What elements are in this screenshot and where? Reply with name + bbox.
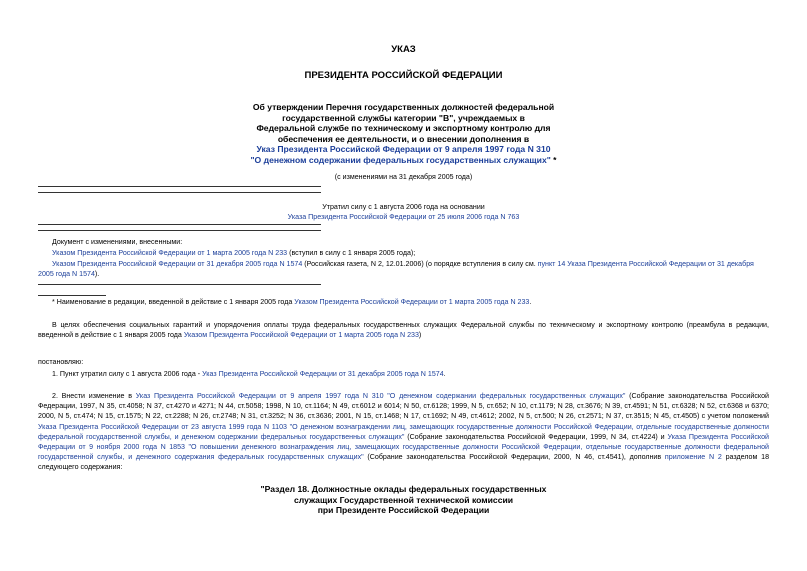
changes-item-2-text: (Российская газета, N 2, 12.01.2006) (о порядке вступления в силу см.: [302, 260, 538, 268]
divider: [38, 224, 321, 225]
point-2-text-2: (Собрание законодательства Российской Федерации, 1997, N 35, ст.4058; N 37, ст.4270 и 4271; N 44, ст.5058; 1998, N 10, ст.1164; N 49, ст.6012 и 6014; N 50, ст.6128; 1999, N 5, ст.652; N 10, ст.1179; N 28, ст.3676; N 39, ст.4591; N 51, ст.6328; N 52, ст.6368 и 6370; 2000, N 5, ст.474; N 15, ст.1575; N 22, ст.2288; N 26, ст.2748; N 31, ст.3252; N 36, ст.3636; 2001, N 15, ст.1468; N 17, ст.1692; N 49, ст.4612; 2002, N 5, ст.500; N 26, ст.2571; N 37, ст.3515; N 45, ст.4505) с учетом положений: [38, 392, 769, 421]
heading-link-title[interactable]: "О денежном содержании федеральных государственных служащих": [250, 154, 551, 165]
point-2-text-3: (Собрание законодательства Российской Федерации, 1999, N 34, ст.4224) и: [404, 432, 668, 441]
point-2-link-2[interactable]: Указа Президента Российской Федерации от 23 августа 1999 года N 1103 "О денежном вознаграждении лиц, замещающих государственные должности Российской Федерации, отдельные государственные должности федеральной государственной службы, и денежном содержании федеральных государственных служащих": [38, 422, 769, 441]
heading-line: обеспечения ее деятельности, и о внесении дополнения в: [277, 133, 530, 144]
preamble-end: ): [418, 330, 422, 339]
point-2-text-4: (Собрание законодательства Российской Федерации, 2000, N 46, ст.4541), дополнив: [363, 453, 665, 462]
preamble: [38, 321, 769, 340]
changes-item-2-link[interactable]: Указом Президента Российской Федерации от 31 декабря 2005 года N 1574: [52, 260, 303, 268]
point-1-link[interactable]: Указ Президента Российской Федерации от 31 декабря 2005 года N 1574: [202, 370, 444, 378]
section-heading-line: служащих Государственной технической комиссии: [293, 494, 514, 505]
divider: [38, 230, 321, 231]
changes-item-2-link-2[interactable]: пункт 14 Указа Президента Российской Федерации от 31 декабря 2005 года N 1574: [38, 260, 754, 278]
footnote-divider: [38, 295, 106, 296]
footnote-end: .: [529, 298, 532, 306]
point-2-text-1: 2. Внести изменение в: [52, 392, 136, 400]
divider: [38, 284, 321, 285]
heading-line: государственной службы категории "В", учреждаемых в: [282, 112, 525, 123]
point-2-link-1[interactable]: Указ Президента Российской Федерации от 9 апреля 1997 года N 310 "О денежном содержании федеральных государственных служащих": [135, 392, 626, 400]
divider: [38, 192, 321, 193]
section-heading: [38, 484, 769, 516]
section-heading-line: при Президенте Российской Федерации: [317, 505, 490, 516]
footnote-mark: *: [550, 154, 557, 165]
preamble-link[interactable]: Указом Президента Российской Федерации от 1 марта 2005 года N 233: [183, 330, 419, 339]
footnote: [52, 298, 769, 308]
doc-title: УКАЗ: [391, 44, 416, 55]
heading-line: Об утверждении Перечня государственных должностей федеральной: [252, 102, 555, 112]
changes-intro: Документ с изменениями, внесенными:: [52, 238, 183, 246]
amended-note: (с изменениями на 31 декабря 2005 года): [334, 173, 473, 181]
decree-word: постановляю:: [38, 358, 84, 366]
doc-issuer: ПРЕЗИДЕНТА РОССИЙСКОЙ ФЕДЕРАЦИИ: [304, 70, 503, 81]
changes-item-2-end: ).: [94, 269, 100, 278]
heading-line: Федеральной службе по техническому и экспортному контролю для: [256, 123, 551, 134]
point-1-end: .: [443, 370, 446, 378]
section-heading-line: "Раздел 18. Должностные оклады федеральных государственных: [260, 484, 547, 494]
lost-force-note: Утратил силу с 1 августа 2006 года на основании: [322, 203, 485, 211]
point-1: [52, 370, 769, 380]
point-2-link-4[interactable]: приложение N 2: [664, 453, 722, 462]
changes-item-2: [38, 260, 769, 279]
heading-link-decree[interactable]: Указ Президента Российской Федерации от 9 апреля 1997 года N 310: [256, 144, 551, 155]
doc-heading: [38, 102, 769, 166]
point-1-text: 1. Пункт утратил силу с 1 августа 2006 года -: [52, 370, 203, 378]
footnote-text: * Наименование в редакции, введенной в действие с 1 января 2005 года: [52, 298, 295, 306]
changes-item-1: [52, 249, 769, 259]
preamble-text: В целях обеспечения социальных гарантий и упорядочения оплаты труда федеральных государственных служащих Федеральной службы по техническому и экспортному контролю (преамбула в редакции, введенной в действие с 1 января 2005 года: [38, 321, 769, 339]
changes-item-1-link[interactable]: Указом Президента Российской Федерации от 1 марта 2005 года N 233: [52, 249, 288, 257]
lost-force-link[interactable]: Указа Президента Российской Федерации от 25 июля 2006 года N 763: [287, 213, 520, 221]
point-2-link-3[interactable]: Указа Президента Российской Федерации от 9 ноября 2000 года N 1853 "О повышении денежного вознаграждения лиц, замещающих государственные должности Российской Федерации, отдельные государственные должности федеральной государственной службы, и денежного содержания федеральных государственных служащих": [38, 432, 769, 462]
point-2: [38, 391, 769, 473]
divider: [38, 186, 321, 187]
point-2-text-5: разделом 18 следующего содержания:: [38, 453, 770, 472]
footnote-link[interactable]: Указом Президента Российской Федерации от 1 марта 2005 года N 233: [294, 298, 530, 306]
changes-item-1-text: (вступил в силу с 1 января 2005 года);: [287, 249, 416, 257]
